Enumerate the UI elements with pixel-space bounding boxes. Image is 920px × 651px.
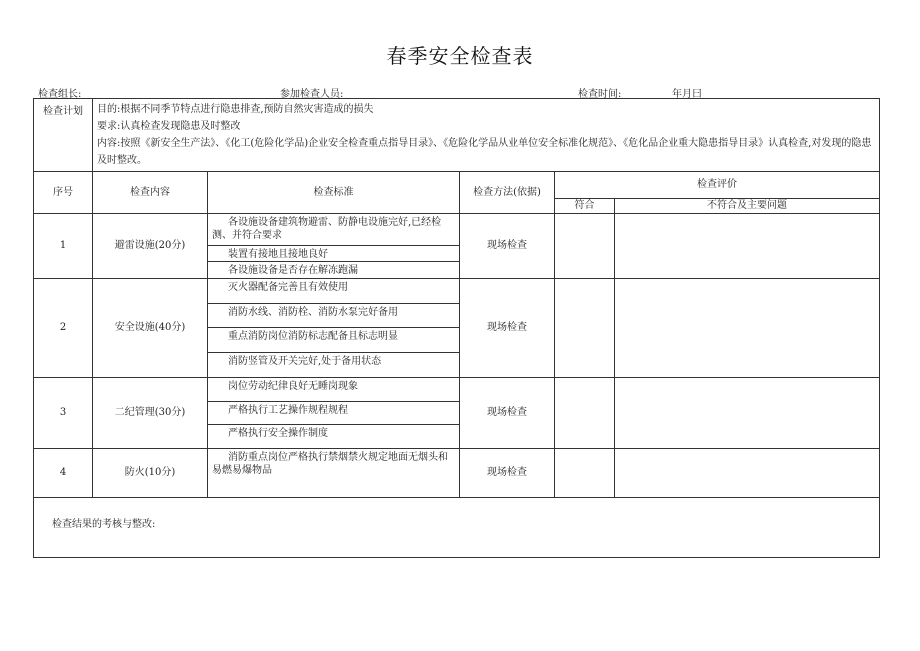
inspection-table bbox=[33, 98, 880, 558]
row-conform-cell[interactable] bbox=[555, 449, 615, 498]
standard-item: 装置有接地且接地良好 bbox=[208, 245, 459, 261]
row-conform-cell[interactable] bbox=[555, 378, 615, 449]
header-nonconform: 不符合及主要问题 bbox=[615, 199, 880, 214]
row-content: 安全设施(40分) bbox=[93, 279, 208, 378]
table-row bbox=[34, 378, 880, 449]
row-conform-cell[interactable] bbox=[555, 214, 615, 279]
standard-item: 严格执行工艺操作规程规程 bbox=[208, 401, 459, 424]
plan-requirement: 要求:认真检查发现隐患及时整改 bbox=[97, 121, 241, 132]
inspection-time-label: 检查时间: bbox=[578, 89, 622, 100]
plan-row bbox=[34, 99, 880, 172]
header-content: 检查内容 bbox=[93, 172, 208, 214]
participants-label: 参加检查人员: bbox=[280, 89, 344, 100]
standard-item: 消防重点岗位严格执行禁烟禁火规定地面无烟头和易燃易爆物品 bbox=[212, 452, 448, 476]
standard-item: 岗位劳动纪律良好无睡岗现象 bbox=[228, 381, 358, 392]
standard-item: 消防水线、消防栓、消防水泵完好备用 bbox=[208, 303, 459, 327]
result-label[interactable]: 检查结果的考核与整改: bbox=[34, 498, 880, 558]
row-no: 3 bbox=[34, 378, 93, 449]
header-method: 检查方法(依据) bbox=[460, 172, 555, 214]
row-content: 避雷设施(20分) bbox=[93, 214, 208, 279]
row-nonconform-cell[interactable] bbox=[615, 449, 880, 498]
standard-item: 重点消防岗位消防标志配备且标志明显 bbox=[208, 327, 459, 352]
row-no: 1 bbox=[34, 214, 93, 279]
page-title: 春季安全检查表 bbox=[386, 44, 534, 68]
inspection-date-text: 年月曰 bbox=[672, 89, 702, 100]
plan-purpose: 目的:根据不同季节特点进行隐患排查,预防自然灾害造成的损失 bbox=[97, 104, 374, 115]
row-nonconform-cell[interactable] bbox=[615, 279, 880, 378]
row-content: 二纪管理(30分) bbox=[93, 378, 208, 449]
table-row bbox=[34, 214, 880, 279]
standard-item: 消防竖管及开关完好,处于备用状态 bbox=[208, 352, 459, 377]
header-conform: 符合 bbox=[555, 199, 615, 214]
header-standard: 检查标准 bbox=[208, 172, 460, 214]
table-row bbox=[34, 279, 880, 378]
row-method: 现场检查 bbox=[460, 279, 555, 378]
row-conform-cell[interactable] bbox=[555, 279, 615, 378]
row-method: 现场检查 bbox=[460, 214, 555, 279]
row-standards bbox=[208, 449, 460, 498]
result-row bbox=[34, 498, 880, 558]
plan-cell bbox=[93, 99, 880, 172]
row-content: 防火(10分) bbox=[93, 449, 208, 498]
row-method: 现场检查 bbox=[460, 449, 555, 498]
row-standards bbox=[208, 279, 460, 378]
plan-label: 检查计划 bbox=[34, 99, 93, 172]
row-standards bbox=[208, 378, 460, 449]
row-no: 2 bbox=[34, 279, 93, 378]
row-standards bbox=[208, 214, 460, 279]
header-row bbox=[34, 172, 880, 199]
row-method: 现场检查 bbox=[460, 378, 555, 449]
row-no: 4 bbox=[34, 449, 93, 498]
standard-item: 各设施设备建筑物避雷、防静电设施完好,已经检测、并符合要求 bbox=[212, 217, 442, 241]
row-nonconform-cell[interactable] bbox=[615, 214, 880, 279]
header-evaluation: 检查评价 bbox=[555, 172, 880, 199]
inspection-leader-label: 检查组长: bbox=[38, 89, 82, 100]
standard-item: 灭火器配备完善且有效使用 bbox=[228, 282, 348, 293]
standard-item: 各设施设备是否存在解冻跑漏 bbox=[208, 261, 459, 278]
plan-content: 内容:按照《新安全生产法》、《化工(危险化学品)企业安全检查重点指导目录》、《危险化学品从业单位安全标准化规范》、《危化品企业重大隐患指导目录》认真检查,对发现的隐患及时整改。 bbox=[97, 138, 872, 166]
table-row bbox=[34, 449, 880, 498]
header-no: 序号 bbox=[34, 172, 93, 214]
row-nonconform-cell[interactable] bbox=[615, 378, 880, 449]
standard-item: 严格执行安全操作制度 bbox=[208, 424, 459, 448]
